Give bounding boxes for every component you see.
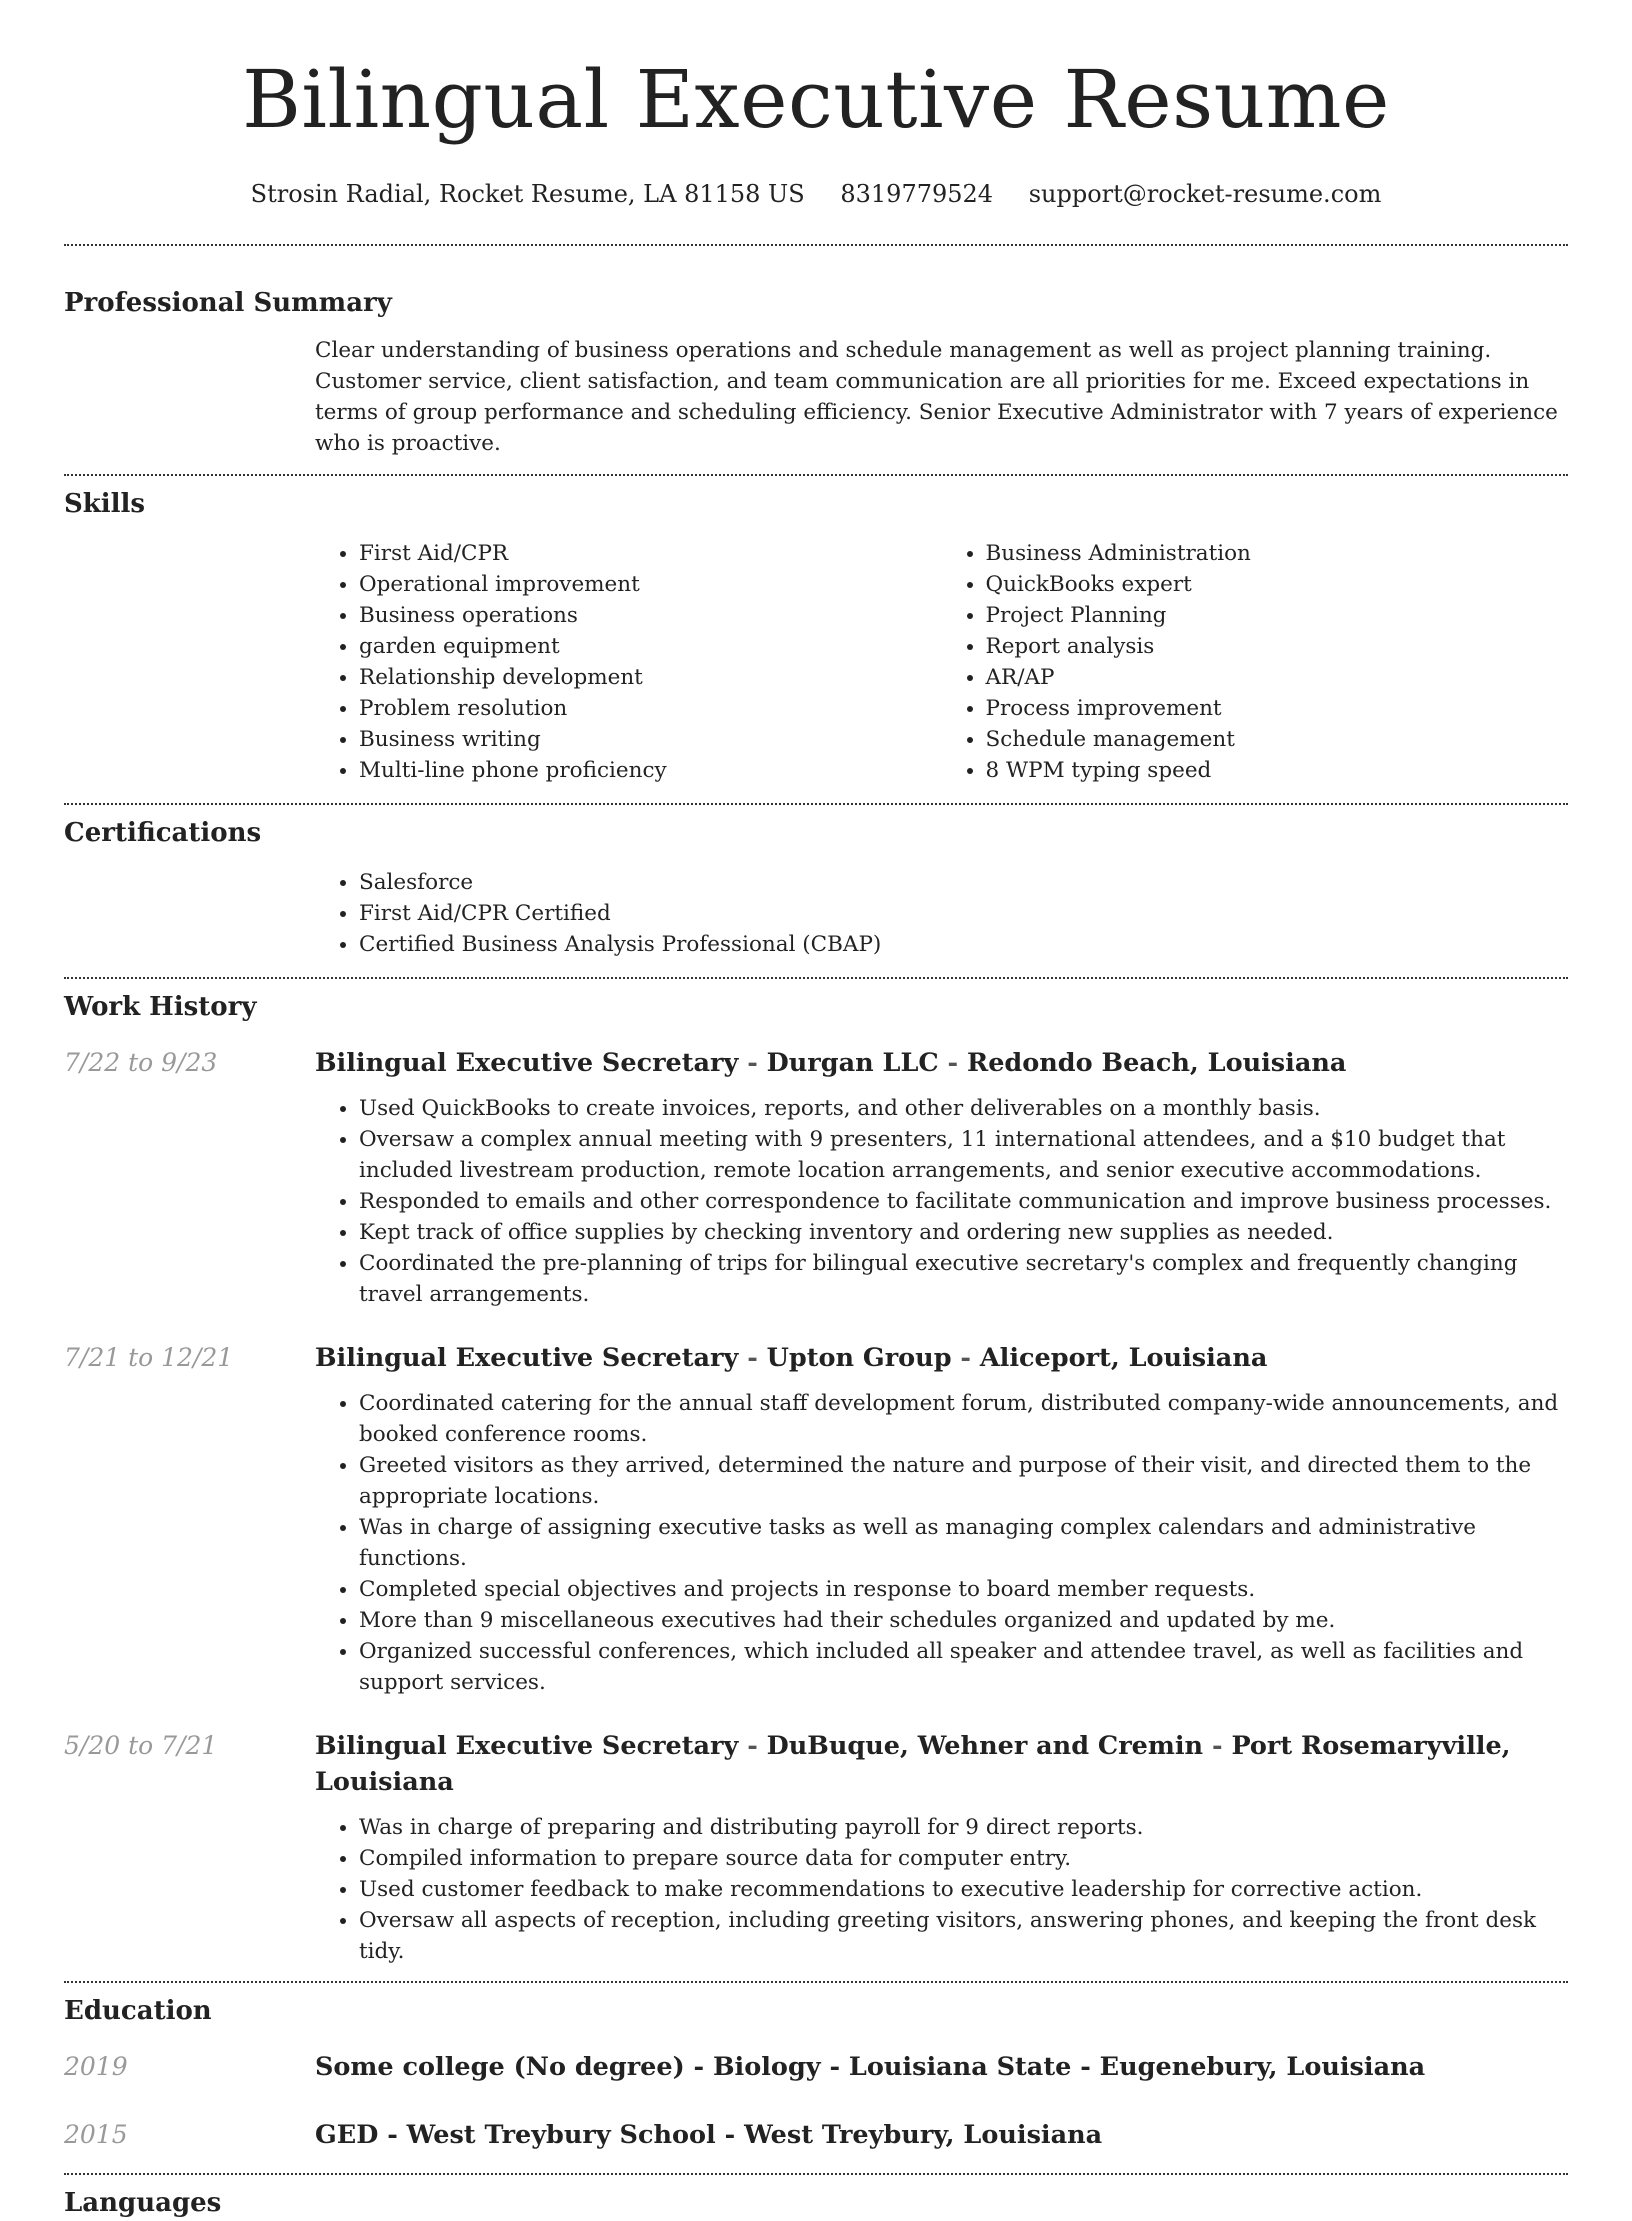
certifications-list <box>315 867 1568 960</box>
summary-text: Clear understanding of business operations and schedule management as well as project planning training. Customer service, client satisfaction, and team communication are all priorities for me. Exceed expectations in terms of group performance and scheduling efficiency. Senior Executive Administrator with 7 years of experience who is proactive. <box>315 338 1558 456</box>
education-heading: Education <box>64 1996 212 2026</box>
skill-item: • Business Administration <box>986 538 1569 569</box>
job-bullet: • Used QuickBooks to create invoices, reports, and other deliverables on a monthly basis. <box>359 1093 1568 1124</box>
certification-item: • Certified Business Analysis Professional (CBAP) <box>359 929 1568 960</box>
skills-column-right <box>942 538 1569 786</box>
skill-item: • Business operations <box>359 600 942 631</box>
education-body <box>315 2117 1568 2153</box>
skills-heading: Skills <box>64 489 146 519</box>
certifications-heading: Certifications <box>64 818 262 848</box>
job-company: Durgan LLC <box>766 1048 939 1078</box>
summary-content <box>315 335 1568 459</box>
job-bullets <box>315 1812 1568 1967</box>
job-role: Bilingual Executive Secretary <box>315 1731 739 1761</box>
contact-email: support@rocket-resume.com <box>1028 180 1382 208</box>
education-date: 2019 <box>64 2052 128 2081</box>
education-date: 2015 <box>64 2120 128 2149</box>
skill-item: • Business writing <box>359 724 942 755</box>
job-entry <box>64 1045 1568 1310</box>
resume-title: Bilingual Executive Resume <box>242 53 1390 146</box>
skill-item: • AR/AP <box>986 662 1569 693</box>
job-title: Bilingual Executive Secretary - DuBuque, Wehner and Cremin - Port Rosemaryville, Louisiana <box>315 1731 1511 1797</box>
work-heading: Work History <box>64 992 257 1022</box>
education-text: GED - West Treybury School - West Treybury, Louisiana <box>315 2120 1103 2150</box>
job-location: Port Rosemaryville, Louisiana <box>315 1731 1511 1797</box>
skills-list <box>315 538 1568 786</box>
education-section <box>0 1983 1632 2153</box>
skill-item: • Multi-line phone proficiency <box>359 755 942 786</box>
contact-phone: 8319779524 <box>840 180 994 208</box>
job-role: Bilingual Executive Secretary <box>315 1048 739 1078</box>
contact-address: Strosin Radial, Rocket Resume, LA 81158 US <box>250 180 805 208</box>
skill-item: • First Aid/CPR <box>359 538 942 569</box>
education-entry <box>64 2117 1568 2153</box>
job-bullet: • Compiled information to prepare source data for computer entry. <box>359 1843 1568 1874</box>
skill-item: • Relationship development <box>359 662 942 693</box>
certification-item: • Salesforce <box>359 867 1568 898</box>
job-bullet: • Was in charge of preparing and distributing payroll for 9 direct reports. <box>359 1812 1568 1843</box>
job-title: Bilingual Executive Secretary - Durgan LLC - Redondo Beach, Louisiana <box>315 1048 1347 1078</box>
job-date: 5/20 to 7/21 <box>64 1731 218 1760</box>
job-bullet: • Organized successful conferences, which included all speaker and attendee travel, as well as facilities and support services. <box>359 1636 1568 1698</box>
job-body <box>315 1340 1568 1698</box>
languages-section <box>0 2175 1632 2221</box>
skill-item: • Report analysis <box>986 631 1569 662</box>
job-entry <box>64 1728 1568 1967</box>
job-location: Aliceport, Louisiana <box>979 1343 1268 1373</box>
job-body <box>315 1728 1568 1967</box>
skill-item: • Schedule management <box>986 724 1569 755</box>
skill-item: • 8 WPM typing speed <box>986 755 1569 786</box>
skill-item: • Problem resolution <box>359 693 942 724</box>
education-text: Some college (No degree) - Biology - Louisiana State - Eugenebury, Louisiana <box>315 2052 1426 2082</box>
skills-section <box>0 476 1632 786</box>
job-title: Bilingual Executive Secretary - Upton Group - Aliceport, Louisiana <box>315 1343 1268 1373</box>
job-bullet: • Coordinated catering for the annual staff development forum, distributed company-wide announcements, and booked conference rooms. <box>359 1388 1568 1450</box>
job-bullet: • Completed special objectives and projects in response to board member requests. <box>359 1574 1568 1605</box>
job-date: 7/21 to 12/21 <box>64 1343 234 1372</box>
skill-item: • Process improvement <box>986 693 1569 724</box>
languages-heading: Languages <box>64 2188 222 2218</box>
job-bullet: • Was in charge of assigning executive tasks as well as managing complex calendars and administrative functions. <box>359 1512 1568 1574</box>
skill-item: • Operational improvement <box>359 569 942 600</box>
skill-item: • Project Planning <box>986 600 1569 631</box>
job-date: 7/22 to 9/23 <box>64 1048 218 1077</box>
job-location: Redondo Beach, Louisiana <box>967 1048 1347 1078</box>
job-bullet: • More than 9 miscellaneous executives had their schedules organized and updated by me. <box>359 1605 1568 1636</box>
summary-heading: Professional Summary <box>64 288 392 318</box>
job-bullet: • Used customer feedback to make recommendations to executive leadership for corrective action. <box>359 1874 1568 1905</box>
education-body <box>315 2049 1568 2085</box>
job-bullet: • Greeted visitors as they arrived, determined the nature and purpose of their visit, and directed them to the appropriate locations. <box>359 1450 1568 1512</box>
job-role: Bilingual Executive Secretary <box>315 1343 739 1373</box>
education-entry <box>64 2049 1568 2085</box>
skills-column-left <box>315 538 942 786</box>
certification-item: • First Aid/CPR Certified <box>359 898 1568 929</box>
work-section <box>0 979 1632 1967</box>
job-bullet: • Kept track of office supplies by checking inventory and ordering new supplies as needed. <box>359 1217 1568 1248</box>
job-bullet: • Responded to emails and other correspondence to facilitate communication and improve business processes. <box>359 1186 1568 1217</box>
skill-item: • garden equipment <box>359 631 942 662</box>
certifications-content <box>315 867 1568 960</box>
certifications-section <box>0 805 1632 960</box>
job-bullet: • Oversaw all aspects of reception, including greeting visitors, answering phones, and keeping the front desk tidy. <box>359 1905 1568 1967</box>
job-body <box>315 1045 1568 1310</box>
job-entry <box>64 1340 1568 1698</box>
contact-line <box>0 178 1632 210</box>
skill-item: • QuickBooks expert <box>986 569 1569 600</box>
job-company: DuBuque, Wehner and Cremin <box>766 1731 1204 1761</box>
summary-section <box>0 246 1632 459</box>
job-bullet: • Coordinated the pre-planning of trips for bilingual executive secretary's complex and frequently changing travel arrangements. <box>359 1248 1568 1310</box>
job-bullets <box>315 1093 1568 1310</box>
job-company: Upton Group <box>766 1343 952 1373</box>
job-bullets <box>315 1388 1568 1698</box>
job-bullet: • Oversaw a complex annual meeting with 9 presenters, 11 international attendees, and a $10 budget that included livestream production, remote location arrangements, and senior executive accommodations. <box>359 1124 1568 1186</box>
